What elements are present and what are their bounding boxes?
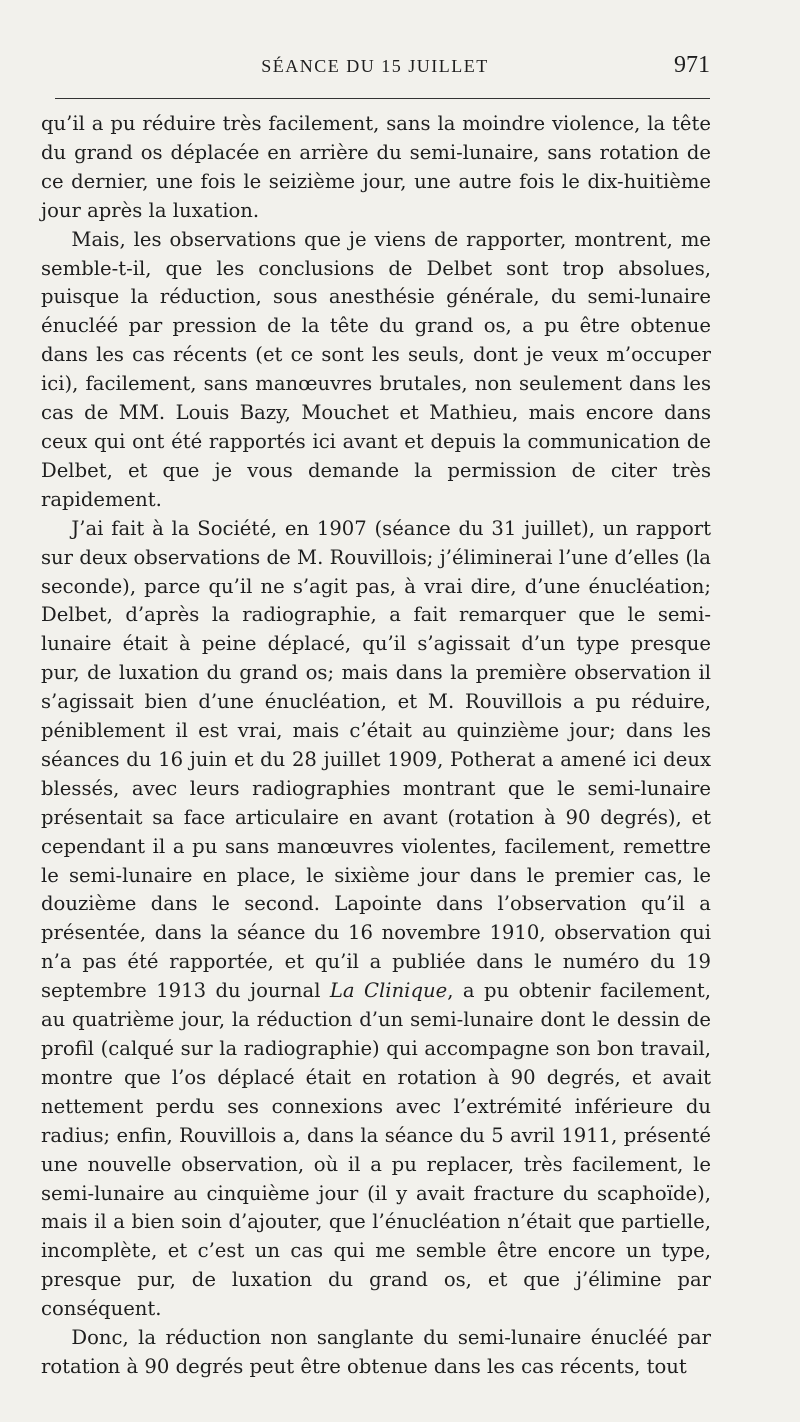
header-rule <box>55 98 710 99</box>
paragraph-continued: qu’il a pu réduire très facilement, sans la moindre violence, la tête du grand os déplacée en arrière du semi-lunaire, sans rotation de ce dernier, une fois le seizième jour, une autre fois le dix-huitième jour après la luxation. <box>41 112 711 222</box>
paragraph-donc: Donc, la réduction non sanglante du semi-lunaire énucléé par rotation à 90 degrés peut être obtenue dans les cas récents, tout <box>41 1326 711 1378</box>
body-text <box>41 110 711 1382</box>
running-head <box>40 52 710 82</box>
page-number: 971 <box>674 52 710 78</box>
paragraph-mais: Mais, les observations que je viens de rapporter, montrent, me semble-t-il, que les conclusions de Delbet sont trop absolues, puisque la réduction, sous anesthésie générale, du semi-lunaire énucléé par pression de la tête du grand os, a pu être obtenue dans les cas récents (et ce sont les seuls, dont je veux m’occuper ici), facilement, sans manœuvres brutales, non seulement dans les cas de MM. Louis Bazy, Mouchet et Mathieu, mais encore dans ceux qui ont été rapportés ici avant et depuis la communication de Delbet, et que je vous demande la permission de citer très rapidement. <box>41 227 711 511</box>
journal-title: La Clinique <box>329 979 448 1003</box>
paragraph-rapport-text-2: , a pu obtenir facilement, au quatrième jour, la réduction d’un semi-lunaire dont le dessin de profil (calqué sur la radiographie) qui accompagne son bon travail, montre que l’os déplacé était en rotation à 90 degrés, et avait nettement perdu ses connexions avec l’extrémité inférieure du radius; enfin, Rouvillois a, dans la séance du 5 avril 1911, présenté une nouvelle observation, où il a pu replacer, très facilement, le semi-lunaire au cinquième jour (il y avait fracture du scaphoïde), mais il a bien soin d’ajouter, que l’énucléation n’était que partielle, incomplète, et c’est un cas qui me semble être encore un type, presque pur, de luxation du grand os, et que j’élimine par conséquent. <box>41 979 711 1321</box>
running-title: SÉANCE DU 15 JUILLET <box>261 56 489 76</box>
paragraph-rapport-text-1: J’ai fait à la Société, en 1907 (séance du 31 juillet), un rapport sur deux observations de M. Rouvillois; j’éliminerai l’une d’elles (la seconde), parce qu’il ne s’agit pas, à vrai dire, d’une énucléation; Delbet, d’après la radiographie, a fait remarquer que le semi-lunaire était à peine déplacé, qu’il s’agissait d’un type presque pur, de luxation du grand os; mais dans la première observation il s’agissait bien d’une énucléation, et M. Rouvillois a pu réduire, péniblement il est vrai, mais c’était au quinzième jour; dans les séances du 16 juin et du 28 juillet 1909, Potherat a amené ici deux blessés, avec leurs radiographies montrant que le semi-lunaire présentait sa face articulaire en avant (rotation à 90 degrés), et cependant il a pu sans manœuvres violentes, facilement, remettre le semi-lunaire en place, le sixième jour dans le premier cas, le douzième dans le second. Lapointe dans l’observation qu’il a présentée, dans la séance du 16 novembre 1910, observation qui n’a pas été rapportée, et qu’il a publiée dans le numéro du 19 septembre 1913 du journal <box>41 516 711 1003</box>
paragraph-rapport <box>41 515 711 1324</box>
